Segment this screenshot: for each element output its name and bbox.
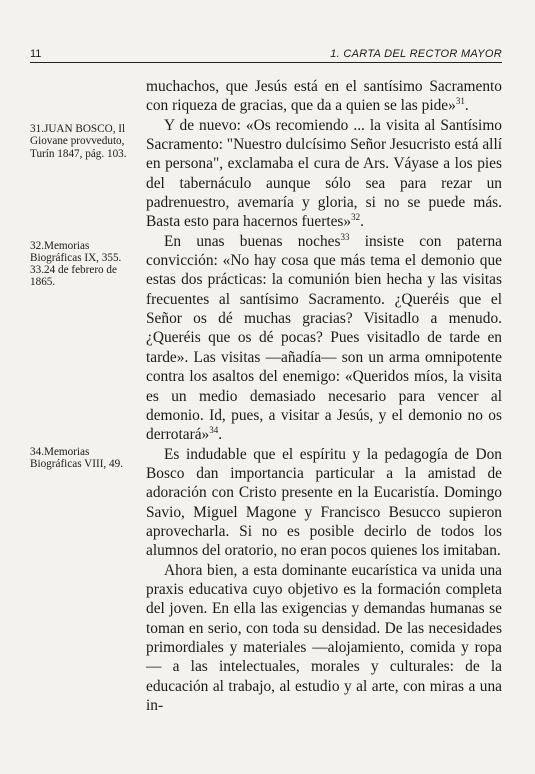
footnote-ref: 32: [351, 212, 361, 223]
footnote-text: Memorias Biográficas IX, 355.: [30, 240, 122, 265]
footnote-text: JUAN BOSCO, Il Giovane provveduto, Turín 1847, pág. 103.: [30, 123, 127, 160]
paragraph-text: muchachos, que Jesús está en el santísimo Sacramento con riqueza de gracias, que da a quien se las pide»: [146, 78, 502, 115]
footnote-number: 31.: [30, 123, 44, 135]
paragraph-text: insiste con paterna convicción: «No hay cosa que más tema el demonio que estas dos prácticas: la comunión bien hecha y las visitas frecuentes al santísimo Sacramento. ¿Queréis que el Señor os dé muchas gracias? Visitadlo a menudo. ¿Queréis que os dé pocas? Pues visitadlo de tarde en tarde». Las visitas —añadía— son un arma omnipotente contra los asaltos del enemigo: «Queridos míos, la visita es un medio demasiado necesario para vencer al demonio. Id, pues, a visitar a Jesús, y el demonio no os derrotará»: [146, 232, 502, 444]
paragraph-tail: .: [464, 97, 469, 115]
footnote-text: 24 de febrero de 1865.: [30, 264, 117, 289]
footnote-32: [30, 240, 130, 265]
paragraph: [146, 561, 502, 716]
page-number: 11: [30, 48, 42, 60]
paragraph-text: En unas buenas noches: [164, 232, 341, 250]
paragraph-text: Ahora bien, a esta dominante eucarística va unida una praxis educativa cuyo objetivo es la formación completa del joven. En ella las exigencias y demandas humanas se toman en serio, con toda su densidad. De las necesidades primordiales y materiales —alojamiento, comida y ropa— a las intelectuales, morales y culturales: de la educación al trabajo, al estudio y al arte, con miras a una in-: [146, 561, 502, 714]
paragraph: [146, 445, 502, 561]
running-title: 1. CARTA DEL RECTOR MAYOR: [330, 48, 502, 60]
paragraph: [146, 116, 502, 232]
paragraph: [146, 77, 502, 116]
paragraph-text: Y de nuevo: «Os recomiendo ... la visita al Santísimo Sacramento: "Nuestro dulcísimo Señor Jesucristo está allí en persona", exclamaba el cura de Ars. Váyase a los pies del tabernáculo aunque sólo sea para rezar un padrenuestro, avemaría y gloria, si no se puede más. Basta esto para hacernos fuertes»: [146, 116, 502, 231]
footnote-ref: 31: [455, 96, 465, 107]
main-text: [146, 77, 502, 715]
running-header: [30, 44, 502, 63]
footnote-ref: 33: [340, 231, 350, 242]
paragraph-tail: .: [218, 426, 223, 444]
footnote-34: [30, 446, 130, 471]
paragraph-tail: .: [360, 213, 364, 231]
paragraph-text: Es indudable que el espíritu y la pedagogía de Don Bosco dan importancia particular a la amistad de adoración con Cristo presente en la Eucaristía. Domingo Savio, Miguel Magone y Francisco Besucco supieron aprovecharla. Si no es posible decirlo de todos los alumnos del oratorio, no eran pocos quienes los imitaban.: [146, 445, 502, 560]
footnote-33: [30, 264, 130, 289]
footnote-number: 34.: [30, 446, 44, 458]
footnote-31: [30, 123, 130, 160]
footnote-number: 33.: [30, 264, 44, 276]
footnote-number: 32.: [30, 240, 44, 252]
paragraph: [146, 232, 502, 445]
footnote-text: Memorias Biográficas VIII, 49.: [30, 446, 123, 471]
footnote-ref: 34: [209, 425, 219, 436]
